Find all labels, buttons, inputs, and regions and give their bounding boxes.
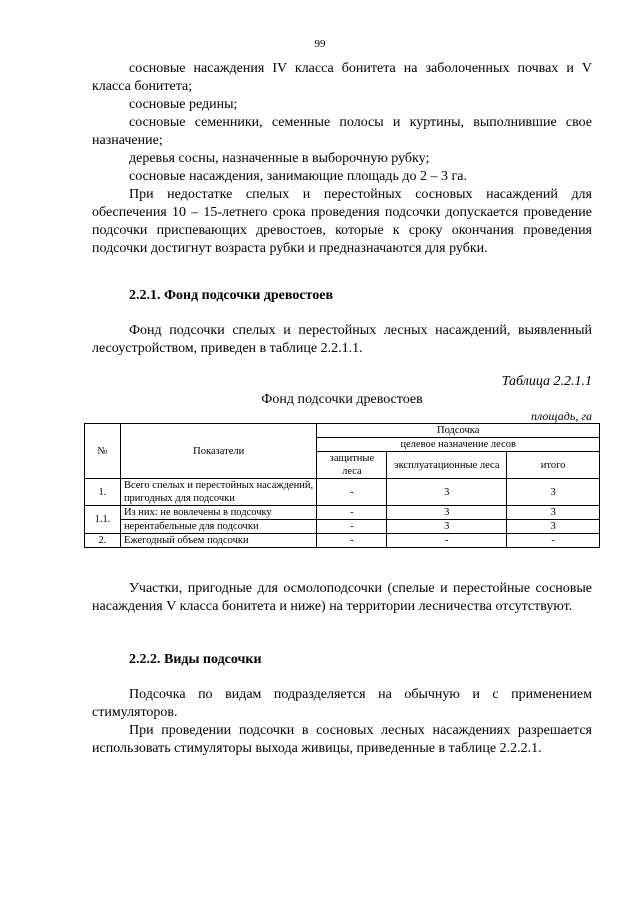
list-block	[92, 60, 592, 258]
row-protective: -	[317, 506, 387, 520]
sites-text-block	[92, 580, 592, 616]
table-header-row	[85, 424, 600, 438]
section-221-text-block	[92, 322, 592, 358]
row-label: Всего спелых и перестойных насаждений, пригодных для подсочки	[120, 479, 317, 506]
row-label: Из них: не вовлечены в подсочку	[120, 506, 317, 520]
row-protective: -	[317, 534, 387, 548]
page-number: 99	[314, 38, 326, 50]
paragraph-types: Подсочка по видам подразделяется на обычную и с применением стимуляторов.	[92, 687, 592, 720]
table-unit: площадь, га	[531, 409, 592, 423]
header-indicator: Показатели	[120, 424, 317, 479]
table-title: Фонд подсочки древостоев	[261, 392, 423, 407]
row-exploitation: 3	[387, 520, 507, 534]
header-protective: защитные леса	[317, 452, 387, 479]
row-total: 3	[507, 506, 600, 520]
table-row	[85, 479, 600, 506]
row-exploitation: -	[387, 534, 507, 548]
row-num: 2.	[85, 534, 121, 548]
row-exploitation: 3	[387, 479, 507, 506]
paragraph-shortage: При недостатке спелых и перестойных сосновых насаждений для обеспечения 10 – 15-летнего срока проведения подсочки допускается проведение подсочки приспевающих древостоев, которые к сроку окончания проведения подсочки достигнут возраста рубки и предназначаются для рубки.	[92, 187, 592, 256]
row-total: 3	[507, 520, 600, 534]
row-num: 1.1.	[85, 506, 121, 534]
row-label: Ежегодный объем подсочки	[120, 534, 317, 548]
row-protective: -	[317, 479, 387, 506]
list-item: деревья сосны, назначенные в выборочную рубку;	[129, 151, 430, 166]
table-label: Таблица 2.2.1.1	[501, 374, 592, 389]
paragraph-stimulators: При проведении подсочки в сосновых лесных насаждениях разрешается использовать стимуляторы выхода живицы, приведенные в таблице 2.2.2.1.	[92, 723, 592, 756]
table-row	[85, 506, 600, 520]
table-row	[85, 534, 600, 548]
row-label: нерентабельные для подсочки	[120, 520, 317, 534]
row-protective: -	[317, 520, 387, 534]
header-group: Подсочка	[317, 424, 600, 438]
list-item: сосновые насаждения, занимающие площадь до 2 – 3 га.	[129, 169, 467, 184]
row-total: 3	[507, 479, 600, 506]
section-heading-221: 2.2.1. Фонд подсочки древостоев	[129, 288, 334, 303]
list-item: сосновые семенники, семенные полосы и куртины, выполнившие свое назначение;	[92, 115, 592, 148]
data-table	[84, 423, 600, 548]
row-total: -	[507, 534, 600, 548]
section-222-text-block	[92, 686, 592, 758]
header-num: №	[85, 424, 121, 479]
row-num: 1.	[85, 479, 121, 506]
header-exploitation: эксплуатационные леса	[387, 452, 507, 479]
header-subgroup: целевое назначение лесов	[317, 438, 600, 452]
table-row	[85, 520, 600, 534]
header-total: итого	[507, 452, 600, 479]
paragraph-fund: Фонд подсочки спелых и перестойных лесных насаждений, выявленный лесоустройством, приведен в таблице 2.2.1.1.	[92, 323, 592, 356]
row-exploitation: 3	[387, 506, 507, 520]
list-item: сосновые насаждения IV класса бонитета на заболоченных почвах и V класса бонитета;	[92, 61, 592, 94]
section-heading-222: 2.2.2. Виды подсочки	[129, 652, 262, 667]
list-item: сосновые редины;	[129, 97, 238, 112]
paragraph-sites: Участки, пригодные для осмолоподсочки (спелые и перестойные сосновые насаждения V класса бонитета и ниже) на территории лесничества отсутствуют.	[92, 581, 592, 614]
